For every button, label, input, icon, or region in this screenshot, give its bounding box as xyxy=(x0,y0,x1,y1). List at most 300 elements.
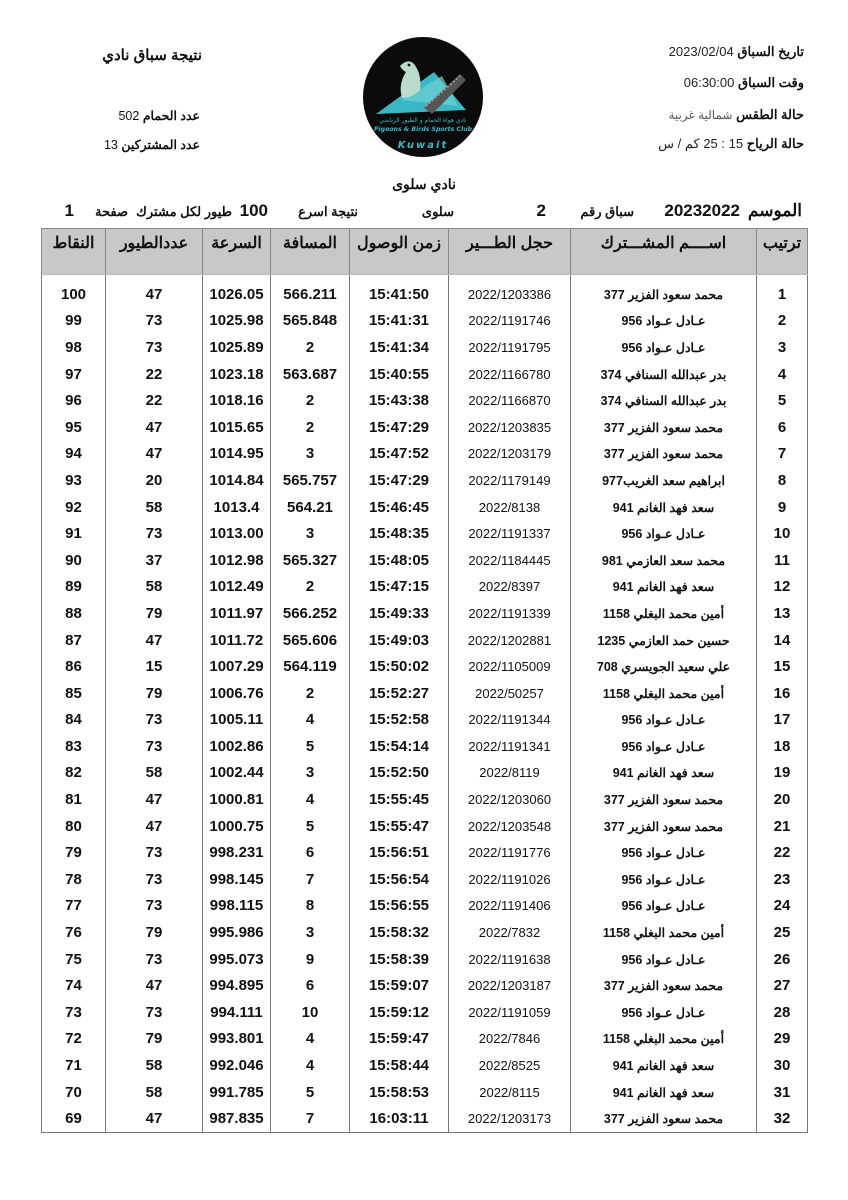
cell-points: 79 xyxy=(42,839,106,866)
cell-bird-count: 47 xyxy=(106,813,203,840)
cell-speed: 992.046 xyxy=(203,1052,271,1079)
cell-ring: 2022/1203060 xyxy=(449,786,571,813)
cell-arrival-time: 15:48:35 xyxy=(350,520,449,547)
cell-speed: 1011.97 xyxy=(203,600,271,627)
cell-ring: 2022/1191337 xyxy=(449,520,571,547)
cell-participant: سعد فهد الغانم 941 xyxy=(571,1079,757,1106)
cell-arrival-time: 15:59:07 xyxy=(350,972,449,999)
cell-ring: 2022/1203179 xyxy=(449,441,571,468)
cell-rank: 18 xyxy=(757,733,808,760)
weather xyxy=(668,107,804,123)
cell-distance: 4 xyxy=(271,786,350,813)
cell-participant: عـادل عـواد 956 xyxy=(571,946,757,973)
fastest-value: 100 xyxy=(239,201,268,220)
cell-distance: 4 xyxy=(271,707,350,734)
table-header-row xyxy=(42,229,808,275)
cell-distance: 2 xyxy=(271,574,350,601)
table-row xyxy=(42,999,808,1026)
cell-rank: 23 xyxy=(757,866,808,893)
cell-points: 76 xyxy=(42,919,106,946)
cell-participant: حسين حمد العازمي 1235 xyxy=(571,627,757,654)
cell-bird-count: 20 xyxy=(106,467,203,494)
cell-distance: 10 xyxy=(271,999,350,1026)
cell-rank: 9 xyxy=(757,494,808,521)
participant-count xyxy=(60,137,200,152)
cell-rank: 2 xyxy=(757,308,808,335)
cell-participant: محمد سعود الفزير 377 xyxy=(571,813,757,840)
cell-arrival-time: 15:58:39 xyxy=(350,946,449,973)
cell-ring: 2022/1166780 xyxy=(449,361,571,388)
cell-participant: عـادل عـواد 956 xyxy=(571,866,757,893)
cell-arrival-time: 15:59:12 xyxy=(350,999,449,1026)
table-row xyxy=(42,467,808,494)
per-participant-label: طيور لكل مشترك xyxy=(136,204,232,219)
table-row xyxy=(42,760,808,787)
cell-bird-count: 47 xyxy=(106,414,203,441)
table-row xyxy=(42,680,808,707)
cell-distance: 2 xyxy=(271,387,350,414)
cell-distance: 2 xyxy=(271,414,350,441)
logo-text-ar: نادي هواة الحمام و الطيور الرياضي xyxy=(379,117,467,124)
cell-participant: عـادل عـواد 956 xyxy=(571,839,757,866)
cell-distance: 565.848 xyxy=(271,308,350,335)
cell-distance: 3 xyxy=(271,441,350,468)
cell-rank: 19 xyxy=(757,760,808,787)
cell-bird-count: 37 xyxy=(106,547,203,574)
cell-distance: 566.252 xyxy=(271,600,350,627)
table-row xyxy=(42,919,808,946)
cell-participant: أمين محمد البغلي 1158 xyxy=(571,919,757,946)
cell-participant: محمد سعد العازمي 981 xyxy=(571,547,757,574)
cell-distance: 7 xyxy=(271,1105,350,1132)
cell-ring: 2022/1191776 xyxy=(449,839,571,866)
cell-distance: 563.687 xyxy=(271,361,350,388)
race-number-value: 2 xyxy=(536,201,546,220)
cell-points: 82 xyxy=(42,760,106,787)
cell-points: 72 xyxy=(42,1026,106,1053)
cell-arrival-time: 15:56:54 xyxy=(350,866,449,893)
table-row xyxy=(42,547,808,574)
cell-speed: 1002.86 xyxy=(203,733,271,760)
cell-arrival-time: 15:52:58 xyxy=(350,707,449,734)
cell-participant: أمين محمد البغلي 1158 xyxy=(571,600,757,627)
cell-rank: 27 xyxy=(757,972,808,999)
cell-speed: 1000.75 xyxy=(203,813,271,840)
cell-points: 78 xyxy=(42,866,106,893)
race-location: سلوى xyxy=(421,204,454,219)
cell-rank: 12 xyxy=(757,574,808,601)
wind-label: حالة الرياح xyxy=(746,136,804,151)
cell-points: 86 xyxy=(42,653,106,680)
cell-bird-count: 79 xyxy=(106,680,203,707)
cell-arrival-time: 15:55:47 xyxy=(350,813,449,840)
cell-rank: 21 xyxy=(757,813,808,840)
cell-bird-count: 47 xyxy=(106,786,203,813)
cell-ring: 2022/1203386 xyxy=(449,275,571,308)
cell-arrival-time: 16:03:11 xyxy=(350,1105,449,1132)
cell-points: 70 xyxy=(42,1079,106,1106)
column-header-arrival: زمن الوصول xyxy=(350,229,449,275)
cell-rank: 7 xyxy=(757,441,808,468)
cell-ring: 2022/1191059 xyxy=(449,999,571,1026)
race-info-row xyxy=(0,201,848,223)
cell-points: 87 xyxy=(42,627,106,654)
cell-participant: عـادل عـواد 956 xyxy=(571,999,757,1026)
cell-bird-count: 79 xyxy=(106,919,203,946)
cell-rank: 13 xyxy=(757,600,808,627)
table-row xyxy=(42,334,808,361)
cell-bird-count: 79 xyxy=(106,600,203,627)
table-row xyxy=(42,866,808,893)
table-row xyxy=(42,574,808,601)
cell-arrival-time: 15:41:50 xyxy=(350,275,449,308)
table-row xyxy=(42,813,808,840)
cell-participant: محمد سعود الفزير 377 xyxy=(571,1105,757,1132)
pigeon-count xyxy=(60,108,200,123)
cell-distance: 4 xyxy=(271,1026,350,1053)
cell-rank: 17 xyxy=(757,707,808,734)
cell-arrival-time: 15:50:02 xyxy=(350,653,449,680)
cell-bird-count: 58 xyxy=(106,574,203,601)
cell-speed: 995.986 xyxy=(203,919,271,946)
cell-distance: 565.757 xyxy=(271,467,350,494)
cell-rank: 26 xyxy=(757,946,808,973)
cell-points: 77 xyxy=(42,893,106,920)
cell-rank: 30 xyxy=(757,1052,808,1079)
cell-speed: 1014.95 xyxy=(203,441,271,468)
cell-rank: 6 xyxy=(757,414,808,441)
cell-distance: 3 xyxy=(271,520,350,547)
cell-points: 81 xyxy=(42,786,106,813)
cell-distance: 2 xyxy=(271,334,350,361)
cell-ring: 2022/1191339 xyxy=(449,600,571,627)
cell-participant: بدر عبدالله السنافي 374 xyxy=(571,361,757,388)
column-header-points: النقاط xyxy=(42,229,106,275)
cell-ring: 2022/1191406 xyxy=(449,893,571,920)
cell-arrival-time: 15:58:44 xyxy=(350,1052,449,1079)
cell-bird-count: 73 xyxy=(106,866,203,893)
cell-speed: 994.895 xyxy=(203,972,271,999)
table-row xyxy=(42,786,808,813)
table-row xyxy=(42,494,808,521)
cell-speed: 1014.84 xyxy=(203,467,271,494)
cell-distance: 5 xyxy=(271,1079,350,1106)
club-logo xyxy=(362,36,484,158)
cell-speed: 991.785 xyxy=(203,1079,271,1106)
cell-speed: 993.801 xyxy=(203,1026,271,1053)
cell-rank: 10 xyxy=(757,520,808,547)
page-number: 1 xyxy=(64,201,74,220)
cell-points: 69 xyxy=(42,1105,106,1132)
cell-arrival-time: 15:52:27 xyxy=(350,680,449,707)
cell-arrival-time: 15:46:45 xyxy=(350,494,449,521)
wind xyxy=(658,136,804,152)
cell-speed: 998.231 xyxy=(203,839,271,866)
column-header-ring: حجل الطـــير xyxy=(449,229,571,275)
cell-participant: محمد سعود الفزير 377 xyxy=(571,786,757,813)
table-row xyxy=(42,600,808,627)
cell-participant: علي سعيد الجويسري 708 xyxy=(571,653,757,680)
season-label: الموسم xyxy=(747,201,802,220)
cell-participant: سعد فهد الغانم 941 xyxy=(571,574,757,601)
cell-ring: 2022/8119 xyxy=(449,760,571,787)
cell-rank: 1 xyxy=(757,275,808,308)
cell-rank: 28 xyxy=(757,999,808,1026)
cell-bird-count: 73 xyxy=(106,707,203,734)
cell-speed: 1002.44 xyxy=(203,760,271,787)
logo-text-en: Pigeons & Birds Sports Club xyxy=(374,126,472,133)
table-row xyxy=(42,946,808,973)
cell-ring: 2022/1202881 xyxy=(449,627,571,654)
cell-participant: ابراهيم سعد الغريب977 xyxy=(571,467,757,494)
race-time-value: 06:30:00 xyxy=(683,75,735,90)
cell-distance: 6 xyxy=(271,972,350,999)
weather-value: شمالية غربية xyxy=(668,108,733,122)
cell-distance: 565.327 xyxy=(271,547,350,574)
cell-speed: 998.145 xyxy=(203,866,271,893)
table-row xyxy=(42,839,808,866)
cell-participant: سعد فهد الغانم 941 xyxy=(571,760,757,787)
cell-participant: محمد سعود الفزير 377 xyxy=(571,275,757,308)
cell-arrival-time: 15:56:55 xyxy=(350,893,449,920)
cell-arrival-time: 15:47:52 xyxy=(350,441,449,468)
cell-bird-count: 58 xyxy=(106,760,203,787)
cell-speed: 1015.65 xyxy=(203,414,271,441)
cell-speed: 994.111 xyxy=(203,999,271,1026)
cell-arrival-time: 15:49:03 xyxy=(350,627,449,654)
cell-participant: سعد فهد الغانم 941 xyxy=(571,494,757,521)
cell-distance: 7 xyxy=(271,866,350,893)
cell-points: 73 xyxy=(42,999,106,1026)
column-header-speed: السرعة xyxy=(203,229,271,275)
cell-ring: 2022/1203173 xyxy=(449,1105,571,1132)
cell-speed: 1026.05 xyxy=(203,275,271,308)
cell-points: 80 xyxy=(42,813,106,840)
cell-points: 92 xyxy=(42,494,106,521)
cell-rank: 11 xyxy=(757,547,808,574)
cell-ring: 2022/8138 xyxy=(449,494,571,521)
table-row xyxy=(42,1052,808,1079)
cell-rank: 16 xyxy=(757,680,808,707)
cell-ring: 2022/1166870 xyxy=(449,387,571,414)
table-row xyxy=(42,1105,808,1132)
race-time xyxy=(684,75,804,91)
cell-ring: 2022/1203548 xyxy=(449,813,571,840)
cell-speed: 1023.18 xyxy=(203,361,271,388)
race-date-value: 2023/02/04 xyxy=(668,44,734,59)
cell-points: 85 xyxy=(42,680,106,707)
cell-speed: 1000.81 xyxy=(203,786,271,813)
cell-rank: 32 xyxy=(757,1105,808,1132)
cell-arrival-time: 15:54:14 xyxy=(350,733,449,760)
cell-points: 90 xyxy=(42,547,106,574)
cell-distance: 4 xyxy=(271,1052,350,1079)
cell-speed: 1018.16 xyxy=(203,387,271,414)
cell-rank: 31 xyxy=(757,1079,808,1106)
cell-ring: 2022/1184445 xyxy=(449,547,571,574)
cell-distance: 564.21 xyxy=(271,494,350,521)
cell-speed: 1012.49 xyxy=(203,574,271,601)
cell-participant: أمين محمد البغلي 1158 xyxy=(571,680,757,707)
race-date xyxy=(669,44,804,60)
cell-arrival-time: 15:47:29 xyxy=(350,467,449,494)
cell-speed: 1025.89 xyxy=(203,334,271,361)
cell-bird-count: 73 xyxy=(106,334,203,361)
table-row xyxy=(42,893,808,920)
pigeon-count-label: عدد الحمام xyxy=(142,109,200,123)
cell-ring: 2022/1191746 xyxy=(449,308,571,335)
page-title: نتيجة سباق نادي xyxy=(102,47,202,64)
cell-speed: 1011.72 xyxy=(203,627,271,654)
column-header-rank: ترتيب xyxy=(757,229,808,275)
cell-ring: 2022/7832 xyxy=(449,919,571,946)
cell-points: 96 xyxy=(42,387,106,414)
cell-bird-count: 22 xyxy=(106,387,203,414)
cell-ring: 2022/1203187 xyxy=(449,972,571,999)
results-body xyxy=(42,275,808,1133)
cell-distance: 565.606 xyxy=(271,627,350,654)
cell-bird-count: 73 xyxy=(106,733,203,760)
cell-ring: 2022/1191341 xyxy=(449,733,571,760)
column-header-bird-count: عددالطيور xyxy=(106,229,203,275)
cell-bird-count: 79 xyxy=(106,1026,203,1053)
table-row xyxy=(42,441,808,468)
pigeon-count-value: 502 xyxy=(118,109,140,123)
cell-arrival-time: 15:41:34 xyxy=(350,334,449,361)
cell-arrival-time: 15:48:05 xyxy=(350,547,449,574)
cell-points: 91 xyxy=(42,520,106,547)
cell-speed: 1013.4 xyxy=(203,494,271,521)
cell-points: 98 xyxy=(42,334,106,361)
cell-participant: أمين محمد البغلي 1158 xyxy=(571,1026,757,1053)
cell-arrival-time: 15:59:47 xyxy=(350,1026,449,1053)
cell-arrival-time: 15:41:31 xyxy=(350,308,449,335)
cell-participant: محمد سعود الفزير 377 xyxy=(571,441,757,468)
cell-points: 75 xyxy=(42,946,106,973)
wind-value: 15 : 25 كم / س xyxy=(658,136,744,151)
cell-participant: عـادل عـواد 956 xyxy=(571,707,757,734)
cell-participant: سعد فهد الغانم 941 xyxy=(571,1052,757,1079)
cell-speed: 1012.98 xyxy=(203,547,271,574)
cell-points: 95 xyxy=(42,414,106,441)
cell-rank: 3 xyxy=(757,334,808,361)
table-row xyxy=(42,361,808,388)
race-date-label: تاريخ السباق xyxy=(737,44,804,59)
table-row xyxy=(42,308,808,335)
cell-ring: 2022/1105009 xyxy=(449,653,571,680)
cell-arrival-time: 15:40:55 xyxy=(350,361,449,388)
cell-rank: 22 xyxy=(757,839,808,866)
cell-bird-count: 47 xyxy=(106,627,203,654)
cell-points: 88 xyxy=(42,600,106,627)
cell-bird-count: 73 xyxy=(106,893,203,920)
table-row xyxy=(42,1079,808,1106)
cell-rank: 5 xyxy=(757,387,808,414)
cell-rank: 25 xyxy=(757,919,808,946)
cell-participant: محمد سعود الفزير 377 xyxy=(571,414,757,441)
cell-speed: 1006.76 xyxy=(203,680,271,707)
cell-arrival-time: 15:43:38 xyxy=(350,387,449,414)
cell-rank: 8 xyxy=(757,467,808,494)
column-header-participant: اســــم المشـــترك xyxy=(571,229,757,275)
cell-ring: 2022/1191638 xyxy=(449,946,571,973)
cell-ring: 2022/7846 xyxy=(449,1026,571,1053)
cell-points: 83 xyxy=(42,733,106,760)
cell-bird-count: 58 xyxy=(106,1052,203,1079)
cell-distance: 6 xyxy=(271,839,350,866)
cell-arrival-time: 15:58:32 xyxy=(350,919,449,946)
cell-bird-count: 22 xyxy=(106,361,203,388)
results-table xyxy=(41,228,808,1133)
table-row xyxy=(42,414,808,441)
cell-bird-count: 73 xyxy=(106,520,203,547)
season-value: 20232022 xyxy=(664,201,740,220)
cell-bird-count: 58 xyxy=(106,1079,203,1106)
cell-participant: عـادل عـواد 956 xyxy=(571,893,757,920)
club-name: نادي سلوى xyxy=(392,176,456,192)
cell-bird-count: 47 xyxy=(106,972,203,999)
cell-bird-count: 58 xyxy=(106,494,203,521)
cell-ring: 2022/1191795 xyxy=(449,334,571,361)
cell-arrival-time: 15:55:45 xyxy=(350,786,449,813)
cell-speed: 995.073 xyxy=(203,946,271,973)
cell-arrival-time: 15:47:15 xyxy=(350,574,449,601)
cell-arrival-time: 15:56:51 xyxy=(350,839,449,866)
cell-distance: 5 xyxy=(271,813,350,840)
table-row xyxy=(42,275,808,308)
table-row xyxy=(42,653,808,680)
cell-ring: 2022/1191344 xyxy=(449,707,571,734)
cell-rank: 20 xyxy=(757,786,808,813)
cell-participant: عـادل عـواد 956 xyxy=(571,733,757,760)
cell-bird-count: 73 xyxy=(106,839,203,866)
column-header-distance: المسافة xyxy=(271,229,350,275)
cell-bird-count: 73 xyxy=(106,308,203,335)
cell-points: 94 xyxy=(42,441,106,468)
cell-points: 71 xyxy=(42,1052,106,1079)
cell-distance: 2 xyxy=(271,680,350,707)
cell-ring: 2022/8525 xyxy=(449,1052,571,1079)
cell-participant: عـادل عـواد 956 xyxy=(571,308,757,335)
fastest-label: نتيجة اسرع xyxy=(298,204,358,219)
cell-ring: 2022/1191026 xyxy=(449,866,571,893)
cell-distance: 3 xyxy=(271,919,350,946)
cell-arrival-time: 15:49:33 xyxy=(350,600,449,627)
cell-rank: 14 xyxy=(757,627,808,654)
cell-ring: 2022/1203835 xyxy=(449,414,571,441)
cell-rank: 24 xyxy=(757,893,808,920)
cell-participant: عـادل عـواد 956 xyxy=(571,520,757,547)
participant-count-label: عدد المشتركين xyxy=(121,138,200,152)
cell-ring: 2022/8115 xyxy=(449,1079,571,1106)
table-row xyxy=(42,387,808,414)
cell-rank: 29 xyxy=(757,1026,808,1053)
table-row xyxy=(42,707,808,734)
logo-country: Kuwait xyxy=(397,140,449,151)
cell-arrival-time: 15:52:50 xyxy=(350,760,449,787)
cell-rank: 4 xyxy=(757,361,808,388)
cell-points: 89 xyxy=(42,574,106,601)
cell-rank: 15 xyxy=(757,653,808,680)
cell-points: 100 xyxy=(42,275,106,308)
cell-speed: 1005.11 xyxy=(203,707,271,734)
cell-points: 74 xyxy=(42,972,106,999)
cell-bird-count: 47 xyxy=(106,1105,203,1132)
table-row xyxy=(42,627,808,654)
race-time-label: وقت السباق xyxy=(737,75,804,90)
cell-arrival-time: 15:58:53 xyxy=(350,1079,449,1106)
table-row xyxy=(42,520,808,547)
